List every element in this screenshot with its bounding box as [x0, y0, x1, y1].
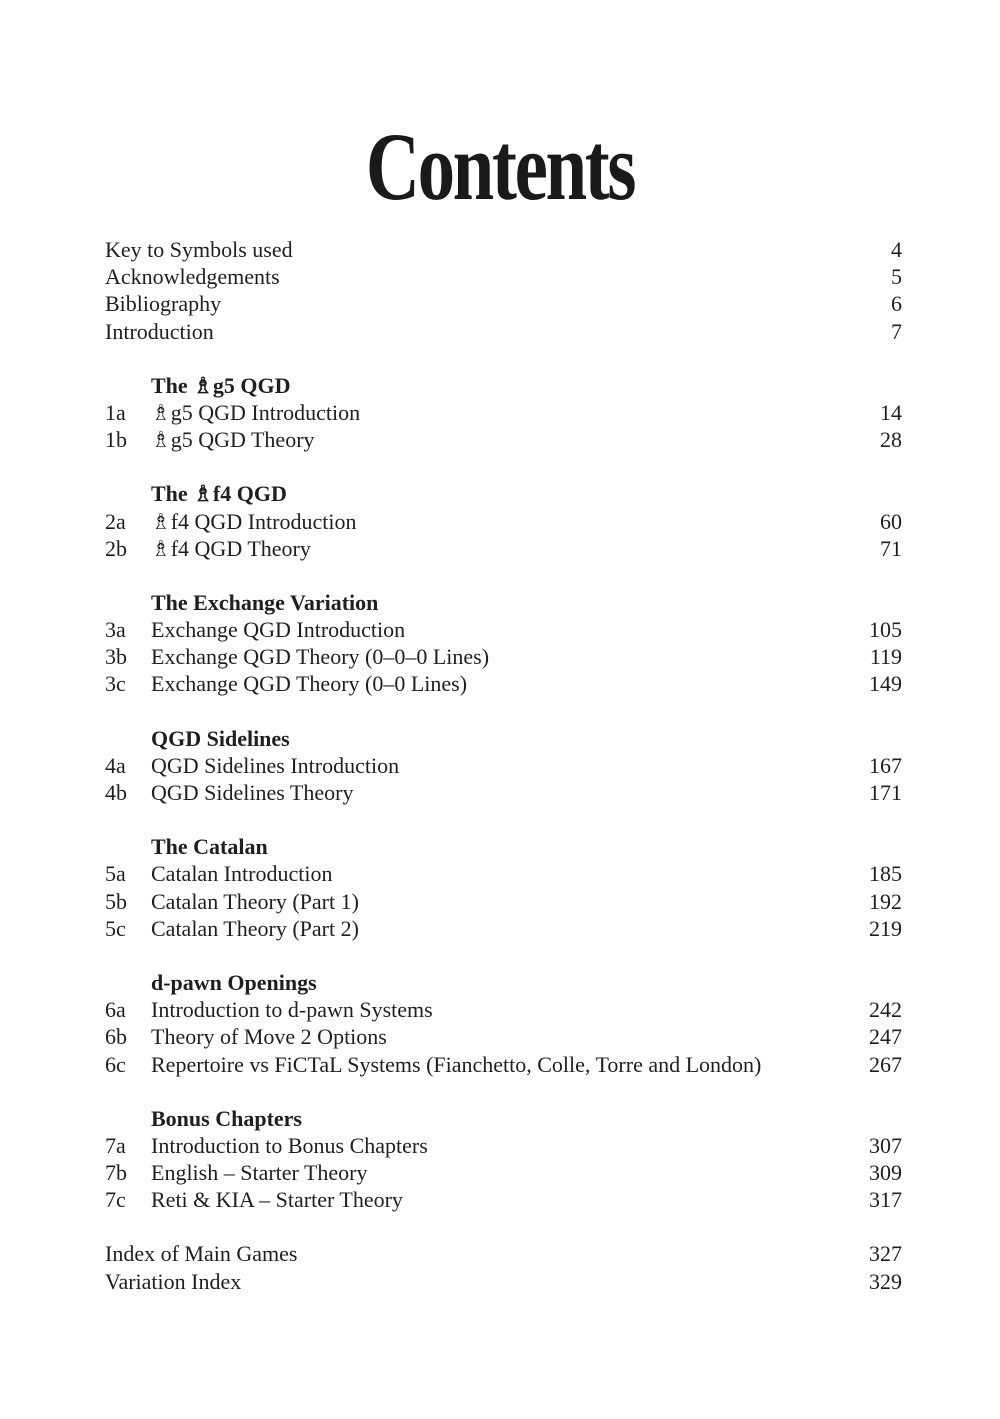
chapter-entry[interactable]	[105, 643, 902, 670]
entry-title: ♗f4 QGD Introduction	[151, 508, 357, 534]
chapter-entry[interactable]	[105, 616, 902, 643]
entry-title: Introduction to d-pawn Systems	[151, 997, 433, 1023]
entry-number: 6b	[105, 1024, 127, 1050]
entry-title: Acknowledgements	[105, 264, 280, 290]
entry-number: 7b	[105, 1160, 127, 1186]
entry-title: Repertoire vs FiCTaL Systems (Fianchetto, Colle, Torre and London)	[151, 1051, 762, 1077]
entry-number: 5a	[105, 861, 126, 887]
entry-title: Theory of Move 2 Options	[151, 1024, 387, 1050]
entry-page-number: 149	[869, 671, 902, 697]
chapter-heading[interactable]	[105, 1105, 902, 1132]
chapter-heading-title: The ♗f4 QGD	[151, 481, 287, 507]
entry-page-number: 317	[869, 1187, 902, 1213]
entry-title: ♗f4 QGD Theory	[151, 535, 311, 561]
section-spacer	[105, 453, 902, 480]
entry-title: Catalan Theory (Part 1)	[151, 888, 359, 914]
entry-title: Reti & KIA – Starter Theory	[151, 1187, 403, 1213]
entry-page-number: 5	[891, 264, 902, 290]
chapter-heading[interactable]	[105, 969, 902, 996]
entry-page-number: 242	[869, 997, 902, 1023]
entry-page-number: 7	[891, 318, 902, 344]
entry-number: 4b	[105, 780, 127, 805]
entry-page-number: 71	[880, 535, 902, 561]
entry-page-number: 267	[869, 1051, 902, 1077]
front-matter-entry[interactable]	[105, 236, 902, 263]
entry-number: 3c	[105, 671, 126, 697]
chapter-entry[interactable]	[105, 915, 902, 942]
chapter-heading[interactable]	[105, 372, 902, 399]
entry-number: 3a	[105, 617, 126, 643]
chapter-heading-title: QGD Sidelines	[151, 725, 290, 751]
back-matter-entry[interactable]	[105, 1240, 902, 1267]
entry-number: 7a	[105, 1132, 126, 1158]
entry-title: Variation Index	[105, 1268, 242, 1294]
entry-page-number: 105	[869, 617, 902, 643]
section-spacer	[105, 942, 902, 969]
section-spacer	[105, 562, 902, 589]
entry-number: 6a	[105, 997, 126, 1023]
entry-page-number: 329	[869, 1268, 902, 1294]
chapter-heading-title: The Exchange Variation	[151, 589, 379, 615]
chapter-entry[interactable]	[105, 670, 902, 697]
entry-title: ♗g5 QGD Theory	[151, 427, 315, 453]
front-matter-entry[interactable]	[105, 263, 902, 290]
chapter-entry[interactable]	[105, 860, 902, 887]
section-spacer	[105, 698, 902, 725]
entry-title: Exchange QGD Introduction	[151, 617, 406, 643]
page-title: Contents	[365, 113, 635, 220]
chapter-heading-title: d-pawn Openings	[151, 969, 317, 995]
chapter-entry[interactable]	[105, 888, 902, 915]
entry-page-number: 60	[880, 508, 902, 534]
chapter-heading-title: The ♗g5 QGD	[151, 372, 291, 398]
entry-title: ♗g5 QGD Introduction	[151, 399, 361, 425]
chapter-entry[interactable]	[105, 996, 902, 1023]
entry-title: Introduction	[105, 318, 214, 344]
entry-number: 6c	[105, 1051, 126, 1077]
entry-number: 1b	[105, 427, 127, 453]
entry-title: QGD Sidelines Introduction	[151, 752, 400, 778]
entry-title: English – Starter Theory	[151, 1160, 368, 1186]
chapter-entry[interactable]	[105, 1051, 902, 1078]
chapter-entry[interactable]	[105, 1132, 902, 1159]
entry-page-number: 185	[869, 861, 902, 887]
chapter-entry[interactable]	[105, 399, 902, 426]
entry-page-number: 6	[891, 291, 902, 317]
entry-number: 1a	[105, 399, 126, 425]
chapter-entry[interactable]	[105, 508, 902, 535]
entry-page-number: 14	[880, 399, 902, 425]
section-spacer	[105, 1078, 902, 1105]
chapter-entry[interactable]	[105, 426, 902, 453]
entry-page-number: 192	[869, 888, 902, 914]
entry-page-number: 171	[869, 780, 902, 805]
front-matter-entry[interactable]	[105, 318, 902, 345]
chapter-heading[interactable]	[105, 589, 902, 616]
entry-page-number: 309	[869, 1160, 902, 1186]
entry-number: 4a	[105, 752, 126, 778]
entry-number: 7c	[105, 1187, 126, 1213]
entry-page-number: 327	[869, 1241, 902, 1267]
entry-number: 2b	[105, 535, 127, 561]
chapter-heading[interactable]	[105, 480, 902, 507]
entry-page-number: 28	[880, 427, 902, 453]
section-spacer	[105, 806, 902, 833]
entry-page-number: 219	[869, 915, 902, 941]
entry-title: Catalan Theory (Part 2)	[151, 915, 359, 941]
entry-page-number: 4	[891, 237, 902, 262]
entry-title: Exchange QGD Theory (0–0 Lines)	[151, 671, 468, 697]
section-spacer	[105, 1213, 902, 1240]
entry-title: QGD Sidelines Theory	[151, 780, 354, 805]
entry-title: Bibliography	[105, 291, 222, 317]
entry-title: Introduction to Bonus Chapters	[151, 1132, 428, 1158]
entry-page-number: 119	[869, 644, 902, 670]
section-spacer	[105, 345, 902, 372]
chapter-heading-title: Bonus Chapters	[151, 1105, 302, 1131]
entry-number: 2a	[105, 508, 126, 534]
entry-title: Exchange QGD Theory (0–0–0 Lines)	[151, 644, 490, 670]
chapter-entry[interactable]	[105, 1159, 902, 1186]
entry-number: 5b	[105, 888, 127, 914]
chapter-entry[interactable]	[105, 535, 902, 562]
entry-number: 5c	[105, 915, 126, 941]
entry-page-number: 167	[869, 752, 902, 778]
chapter-heading[interactable]	[105, 725, 902, 752]
entry-title: Index of Main Games	[105, 1241, 298, 1267]
chapter-entry[interactable]	[105, 779, 902, 806]
entry-title: Key to Symbols used	[105, 237, 293, 262]
entry-page-number: 247	[869, 1024, 902, 1050]
entry-page-number: 307	[869, 1132, 902, 1158]
back-matter-entry[interactable]	[105, 1268, 902, 1295]
entry-title: Catalan Introduction	[151, 861, 333, 887]
front-matter-entry[interactable]	[105, 290, 902, 317]
chapter-entry[interactable]	[105, 1023, 902, 1050]
entry-number: 3b	[105, 644, 127, 670]
chapter-heading[interactable]	[105, 833, 902, 860]
chapter-entry[interactable]	[105, 1186, 902, 1213]
chapter-entry[interactable]	[105, 752, 902, 779]
table-of-contents	[105, 236, 902, 1295]
chapter-heading-title: The Catalan	[151, 834, 268, 860]
